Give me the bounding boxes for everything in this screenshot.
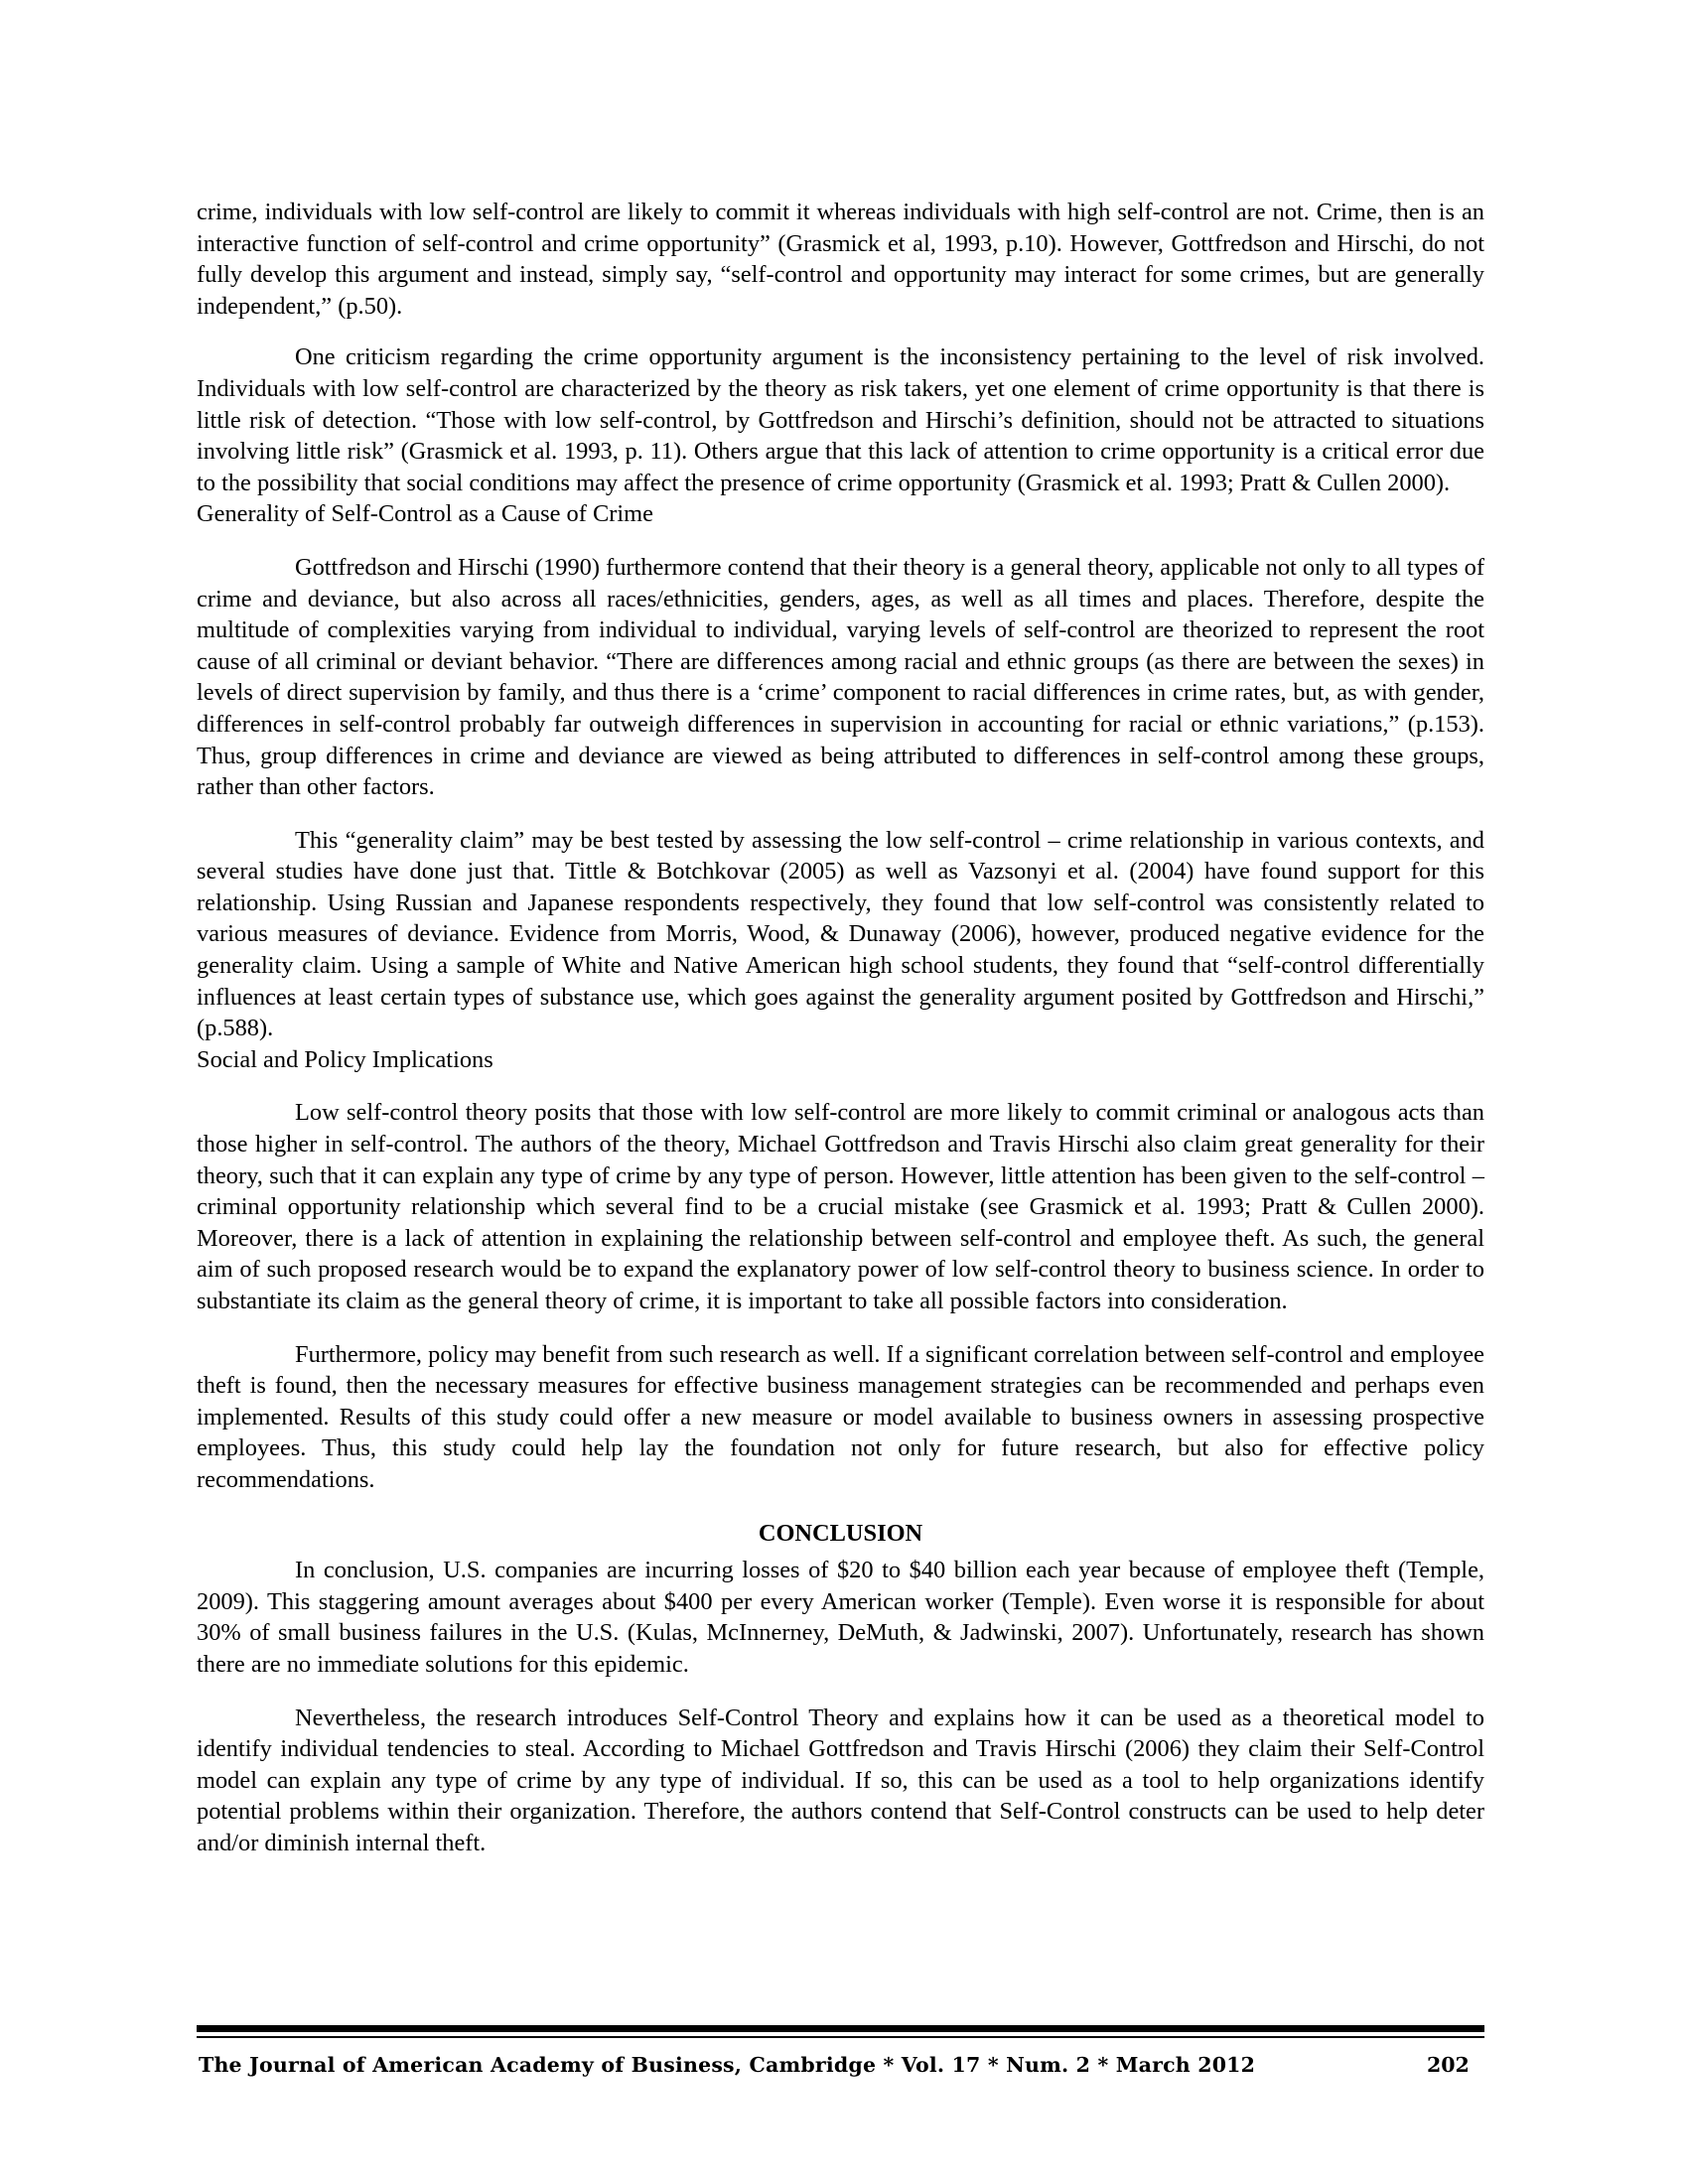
page-number: 202 [1427, 2053, 1470, 2077]
footer-rule-thin [197, 2036, 1484, 2038]
conclusion-heading: CONCLUSION [758, 1519, 923, 1547]
paragraph-low-self-control: Low self-control theory posits that those with low self-control are more likely to commit criminal or analogous acts than those higher in self-control. The authors of the theory, Michael Gottfredson and Travis Hirschi also claim great generality for their theory, such that it can explain any type of crime by any type of person. However, little attention has been given to the self-control – criminal opportunity relationship which several find to be a crucial mistake (see Grasmick et al. 1993; Pratt & Cullen 2000). Moreover, there is a lack of attention in explaining the relationship between self-control and employee theft. As such, the general aim of such proposed research would be to expand the explanatory power of low self-control theory to business science. In order to substantiate its claim as the general theory of crime, it is important to take all possible factors into consideration. [197, 1099, 1484, 1314]
paragraph-policy: Furthermore, policy may benefit from such research as well. If a significant correlation between self-control and employee theft is found, then the necessary measures for effective business management strategies can be recommended and perhaps even implemented. Results of this study could offer a new measure or model available to business owners in assessing prospective employees. Thus, this study could help lay the foundation not only for future research, but also for effective policy recommendations. [197, 1340, 1484, 1493]
page-body [197, 197, 1484, 1881]
paragraph-criticism: One criticism regarding the crime opportunity argument is the inconsistency pertaining to the level of risk involved. Individuals with low self-control are characterized by the theory as risk takers, yet one element of crime opportunity is that there is little risk of detection. “Those with low self-control, by Gottfredson and Hirschi’s definition, should not be attracted to situations involving little risk” (Grasmick et al. 1993, p. 11). Others argue that this lack of attention to crime opportunity is a critical error due to the possibility that social conditions may affect the presence of crime opportunity (Grasmick et al. 1993; Pratt & Cullen 2000). [197, 343, 1484, 496]
subheading-generality: Generality of Self-Control as a Cause of Crime [197, 500, 653, 528]
subheading-social-policy: Social and Policy Implications [197, 1045, 493, 1073]
footer-journal-citation: The Journal of American Academy of Business, Cambridge * Vol. 17 * Num. 2 * March 2012 [199, 2053, 1256, 2077]
paragraph-nevertheless: Nevertheless, the research introduces Self-Control Theory and explains how it can be used as a theoretical model to identify individual tendencies to steal. According to Michael Gottfredson and Travis Hirschi (2006) they claim their Self-Control model can explain any type of crime by any type of individual. If so, this can be used as a tool to help organizations identify potential problems within their organization. Therefore, the authors contend that Self-Control constructs can be used to help deter and/or diminish internal theft. [197, 1704, 1484, 1856]
paragraph-general-theory: Gottfredson and Hirschi (1990) furthermore contend that their theory is a general theory, applicable not only to all types of crime and deviance, but also across all races/ethnicities, genders, ages, as well as all times and places. Therefore, despite the multitude of complexities varying from individual to individual, varying levels of self-control are theorized to represent the root cause of all criminal or deviant behavior. “There are differences among racial and ethnic groups (as there are between the sexes) in levels of direct supervision by family, and thus there is a ‘crime’ component to racial differences in crime rates, but, as with gender, differences in self-control probably far outweigh differences in supervision in accounting for racial or ethnic variations,” (p.153). Thus, group differences in crime and deviance are viewed as being attributed to differences in self-control among these groups, rather than other factors. [197, 553, 1484, 801]
paragraph-continued: crime, individuals with low self-control are likely to commit it whereas individuals with high self-control are not. Crime, then is an interactive function of self-control and crime opportunity” (Grasmick et al, 1993, p.10). However, Gottfredson and Hirschi, do not fully develop this argument and instead, simply say, “self-control and opportunity may interact for some crimes, but are generally independent,” (p.50). [197, 199, 1484, 320]
paragraph-conclusion: In conclusion, U.S. companies are incurring losses of $20 to $40 billion each year because of employee theft (Temple, 2009). This staggering amount averages about $400 per every American worker (Temple). Even worse it is responsible for about 30% of small business failures in the U.S. (Kulas, McInnerney, DeMuth, & Jadwinski, 2007). Unfortunately, research has shown there are no immediate solutions for this epidemic. [197, 1557, 1484, 1678]
paragraph-generality-claim: This “generality claim” may be best tested by assessing the low self-control – crime relationship in various contexts, and several studies have done just that. Tittle & Botchkovar (2005) as well as Vazsonyi et al. (2004) have found support for this relationship. Using Russian and Japanese respondents respectively, they found that low self-control was consistently related to various measures of deviance. Evidence from Morris, Wood, & Dunaway (2006), however, produced negative evidence for the generality claim. Using a sample of White and Native American high school students, they found that “self-control differentially influences at least certain types of substance use, which goes against the generality argument posited by Gottfredson and Hirschi,” (p.588). [197, 826, 1484, 1042]
footer-rule-thick [197, 2025, 1484, 2032]
